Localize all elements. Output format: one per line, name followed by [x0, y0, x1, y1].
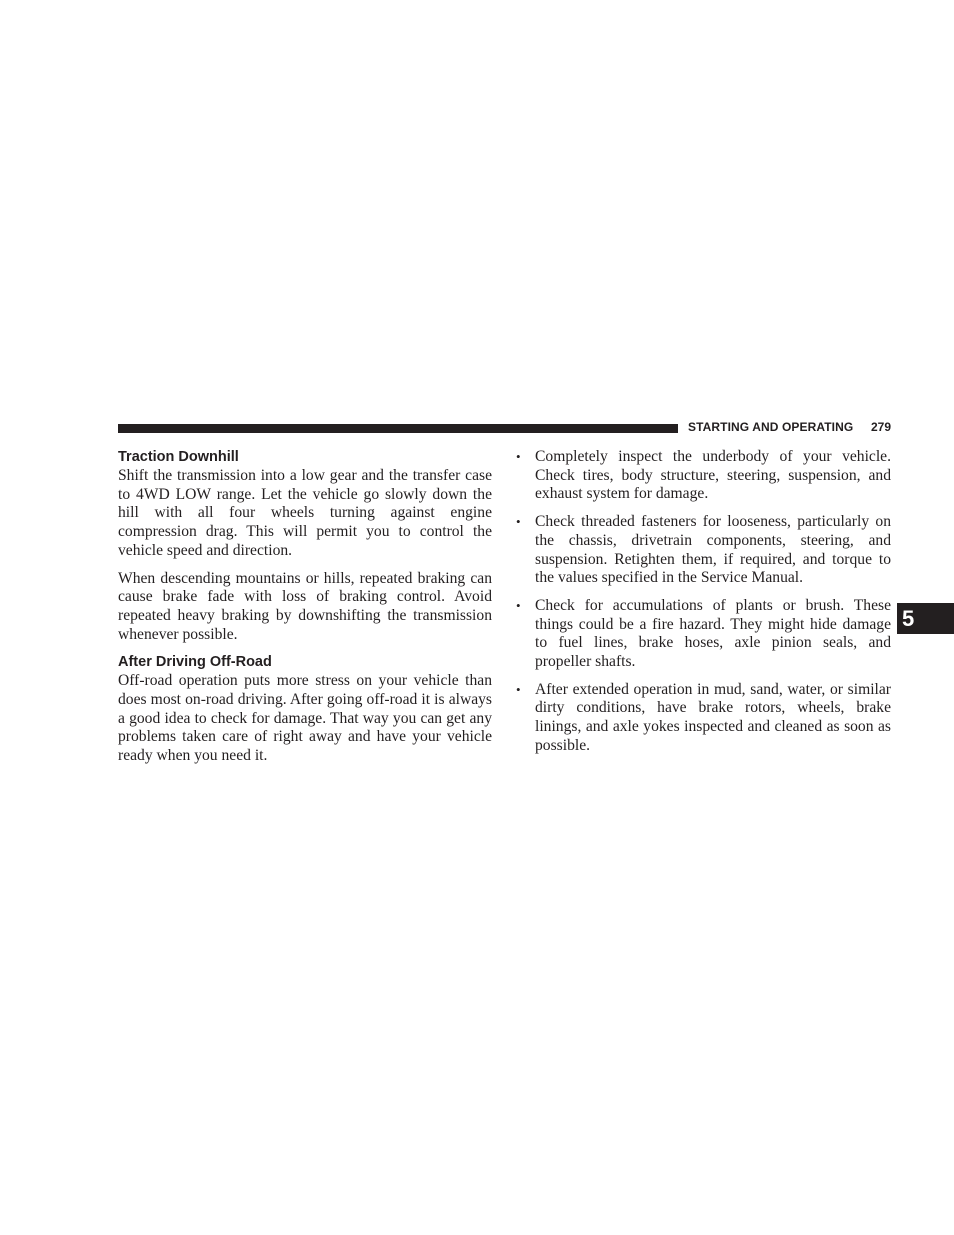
list-item: [516, 681, 891, 756]
traction-paragraph-2: When descending mountains or hills, repeated braking can cause brake fade with loss of braking control. Avoid repeated heavy braking by downshifting the transmission whenever possible.: [118, 569, 492, 643]
list-item-text: After extended operation in mud, sand, water, or similar dirty conditions, have brake rotors, wheels, brake linings, and axle yokes inspected and cleaned as soon as possible.: [535, 680, 891, 754]
header-rule: [118, 424, 678, 433]
bullet-icon: •: [516, 449, 521, 464]
list-item-text: Completely inspect the underbody of your vehicle. Check tires, body structure, steering, suspension, and exhaust system for damage.: [535, 448, 891, 503]
list-item-text: Check for accumulations of plants or brush. These things could be a fire hazard. They might hide damage to fuel lines, brake hoses, axle pinion seals, and propeller shafts.: [535, 596, 891, 671]
traction-paragraph-1: Shift the transmission into a low gear and the transfer case to 4WD LOW range. Let the vehicle go slowly down the hill with all four wheels turning against engine compression drag. This will permit you to control the vehicle speed and direction.: [118, 467, 492, 559]
bullet-icon: •: [516, 514, 521, 530]
traction-downhill-heading: Traction Downhill: [118, 449, 239, 465]
right-column: [516, 448, 891, 765]
running-header-title: STARTING AND OPERATING: [688, 420, 854, 434]
left-column: [118, 448, 492, 775]
inspection-list: [516, 448, 891, 756]
list-item-text: Check threaded fasteners for looseness, particularly on the chassis, drivetrain components, steering, and suspension. Retighten them, if required, and torque to the values specified in the Service Manual.: [535, 513, 891, 587]
section-tab: 5: [897, 603, 954, 634]
bullet-icon: •: [516, 597, 521, 613]
list-item: [516, 597, 891, 672]
page-number: 279: [871, 420, 892, 434]
list-item: [516, 513, 891, 588]
after-off-road-paragraph: Off-road operation puts more stress on your vehicle than does most on-road driving. After going off-road it is always a good idea to check for damage. That way you can get any problems taken care of right away and have your vehicle ready when you need it.: [118, 672, 492, 765]
bullet-icon: •: [516, 681, 521, 697]
list-item: [516, 448, 891, 504]
after-off-road-heading: After Driving Off-Road: [118, 654, 272, 671]
